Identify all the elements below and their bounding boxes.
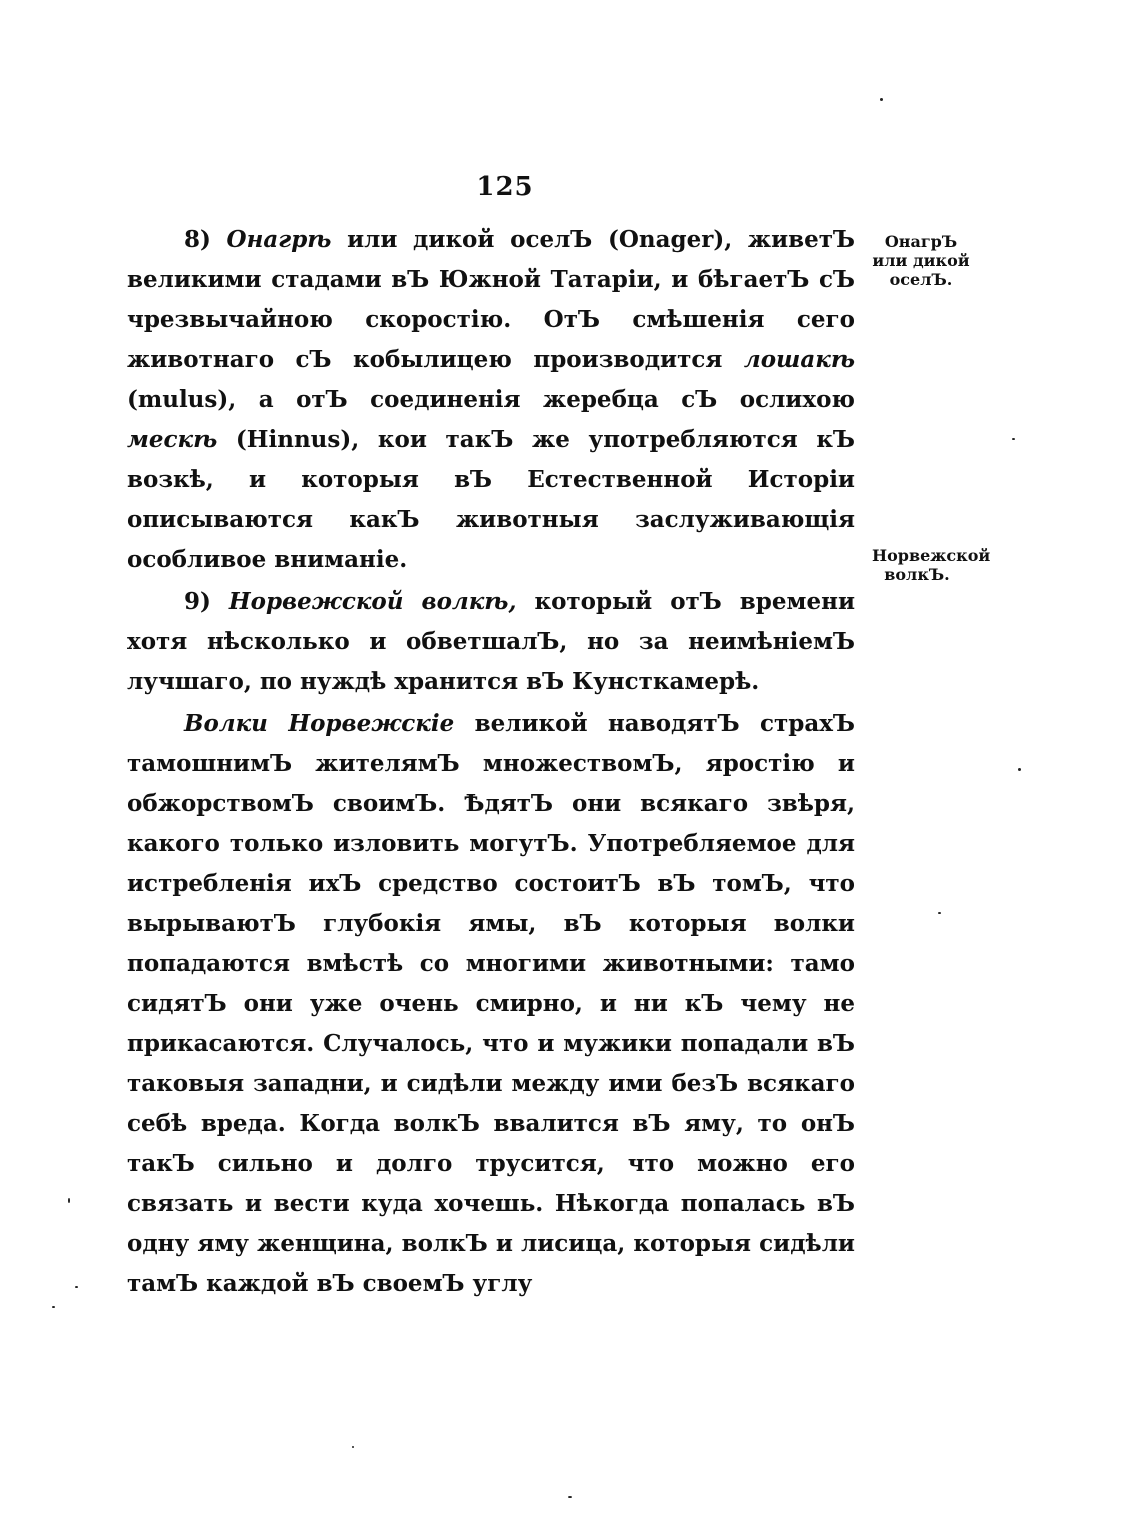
scan-speck xyxy=(880,98,883,101)
term-norwegian-wolves: Волки Норвежскіе xyxy=(184,710,455,737)
scan-speck xyxy=(68,1198,70,1203)
paragraph-text: великой наводятЪ страхЪ тамошнимЪ жителямЪ множествомЪ, яростію и обжорствомЪ своимЪ. ѢдятЪ они всякаго звѣря, какого только изловить могутЪ. Употребляемое для истребленія ихЪ средство состоитЪ вЪ томЪ, что вырываютЪ глубокія ямы, вЪ которыя волки попадаются вмѣстѣ со многими животными: тамо сидятЪ они уже очень смирно, и ни кЪ чему не прикасаются. Случалось, что и мужики попадали вЪ таковыя западни, и сидѣли между ими безЪ всякаго себѣ вреда. Когда волкЪ ввалится вЪ яму, то онЪ такЪ сильно и долго трусится, что можно его связать и вести куда хочешь. Нѣкогда попалась вЪ одну яму женщина, волкЪ и лисица, которыя сидѣли тамЪ каждой вЪ своемЪ углу xyxy=(127,710,855,1297)
margin-note-onager: ОнагрЪ или дикой оселЪ. xyxy=(872,232,970,289)
term-norwegian-wolf: Норвежской волкѣ, xyxy=(228,588,517,615)
main-text xyxy=(127,220,855,1304)
page-number: 125 xyxy=(476,172,534,202)
paragraph-number: 8) xyxy=(184,226,211,253)
paragraph-norwegian-wolf xyxy=(127,582,855,702)
scan-speck xyxy=(1012,438,1015,440)
paragraph-text: (mulus), а отЪ соединенія жеребца сЪ ослихою xyxy=(127,386,855,413)
paragraph-wolves xyxy=(127,704,855,1304)
term-mule: лошакѣ xyxy=(743,346,855,373)
term-onager: Онагрѣ xyxy=(226,226,332,253)
paragraph-onager xyxy=(127,220,855,580)
scan-speck xyxy=(75,1286,78,1288)
paragraph-text: или дикой оселЪ (Onager), живетЪ великими стадами вЪ Южной Татаріи, и бѣгаетЪ сЪ чрезвычайною скоростію. ОтЪ смѣшенія сего животнаго сЪ кобылицею производится xyxy=(127,226,856,373)
paragraph-number: 9) xyxy=(184,588,211,615)
paragraph-text: (Hinnus), кои такЪ же употребляются кЪ возкѣ, и которыя вЪ Естественной Исторіи описываются какЪ животныя заслуживающія особливое вниманіе. xyxy=(127,426,855,573)
scan-speck xyxy=(52,1306,55,1308)
scan-speck xyxy=(568,1496,572,1498)
paragraph-text: который отЪ времени хотя нѣсколько и обветшалЪ, но за неимѣніемЪ лучшаго, по нуждѣ хранится вЪ Кунсткамерѣ. xyxy=(127,588,856,695)
margin-note-norwegian-wolf: Норвежской волкЪ. xyxy=(872,546,991,584)
scan-speck xyxy=(1018,768,1021,771)
scan-speck xyxy=(352,1446,354,1448)
term-hinny: мескѣ xyxy=(127,426,218,453)
scan-speck xyxy=(938,912,941,914)
